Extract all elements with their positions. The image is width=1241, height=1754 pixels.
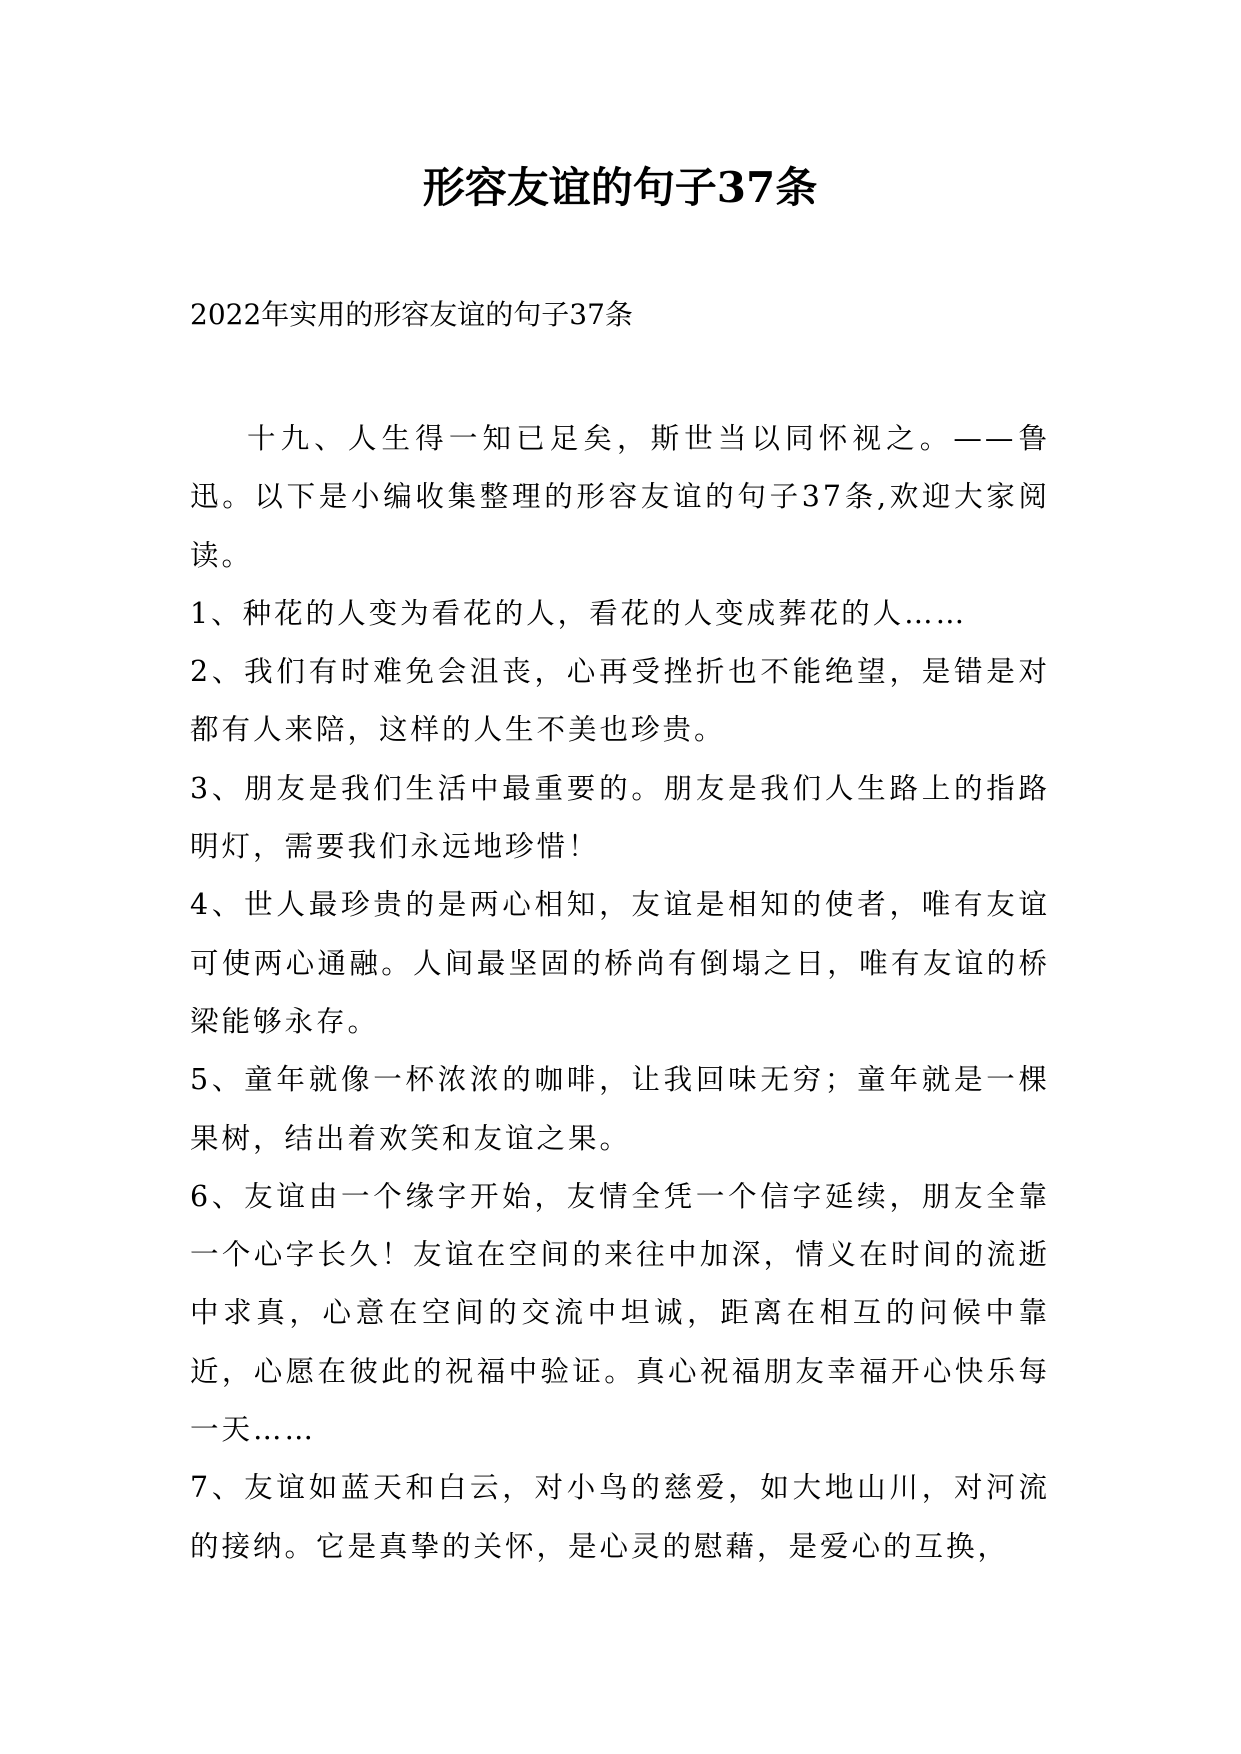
document-body: [190, 410, 1050, 1576]
list-item: 2、我们有时难免会沮丧，心再受挫折也不能绝望，是错是对都有人来陪，这样的人生不美也珍贵。: [190, 655, 1050, 747]
document-title: 形容友谊的句子37条: [422, 163, 818, 212]
document-subtitle: 2022年实用的形容友谊的句子37条: [190, 298, 633, 331]
list-item: 4、世人最珍贵的是两心相知，友谊是相知的使者，唯有友谊可使两心通融。人间最坚固的桥尚有倒塌之日，唯有友谊的桥梁能够永存。: [190, 888, 1050, 1038]
intro-paragraph: 十九、人生得一知已足矣，斯世当以同怀视之。——鲁迅。以下是小编收集整理的形容友谊的句子37条,欢迎大家阅读。: [190, 422, 1050, 572]
list-item: 7、友谊如蓝天和白云，对小鸟的慈爱，如大地山川，对河流的接纳。它是真挚的关怀，是心灵的慰藉，是爱心的互换，: [190, 1471, 1050, 1563]
list-item: 1、种花的人变为看花的人，看花的人变成葬花的人……: [190, 596, 968, 630]
list-item: 5、童年就像一杯浓浓的咖啡，让我回味无穷；童年就是一棵果树，结出着欢笑和友谊之果。: [190, 1063, 1050, 1155]
list-item: 6、友谊由一个缘字开始，友情全凭一个信字延续，朋友全靠一个心字长久！友谊在空间的来往中加深，情义在时间的流逝中求真，心意在空间的交流中坦诚，距离在相互的问候中靠近，心愿在彼此的祝福中验证。真心祝福朋友幸福开心快乐每一天……: [190, 1179, 1050, 1447]
list-item: 3、朋友是我们生活中最重要的。朋友是我们人生路上的指路明灯，需要我们永远地珍惜！: [190, 771, 1050, 864]
